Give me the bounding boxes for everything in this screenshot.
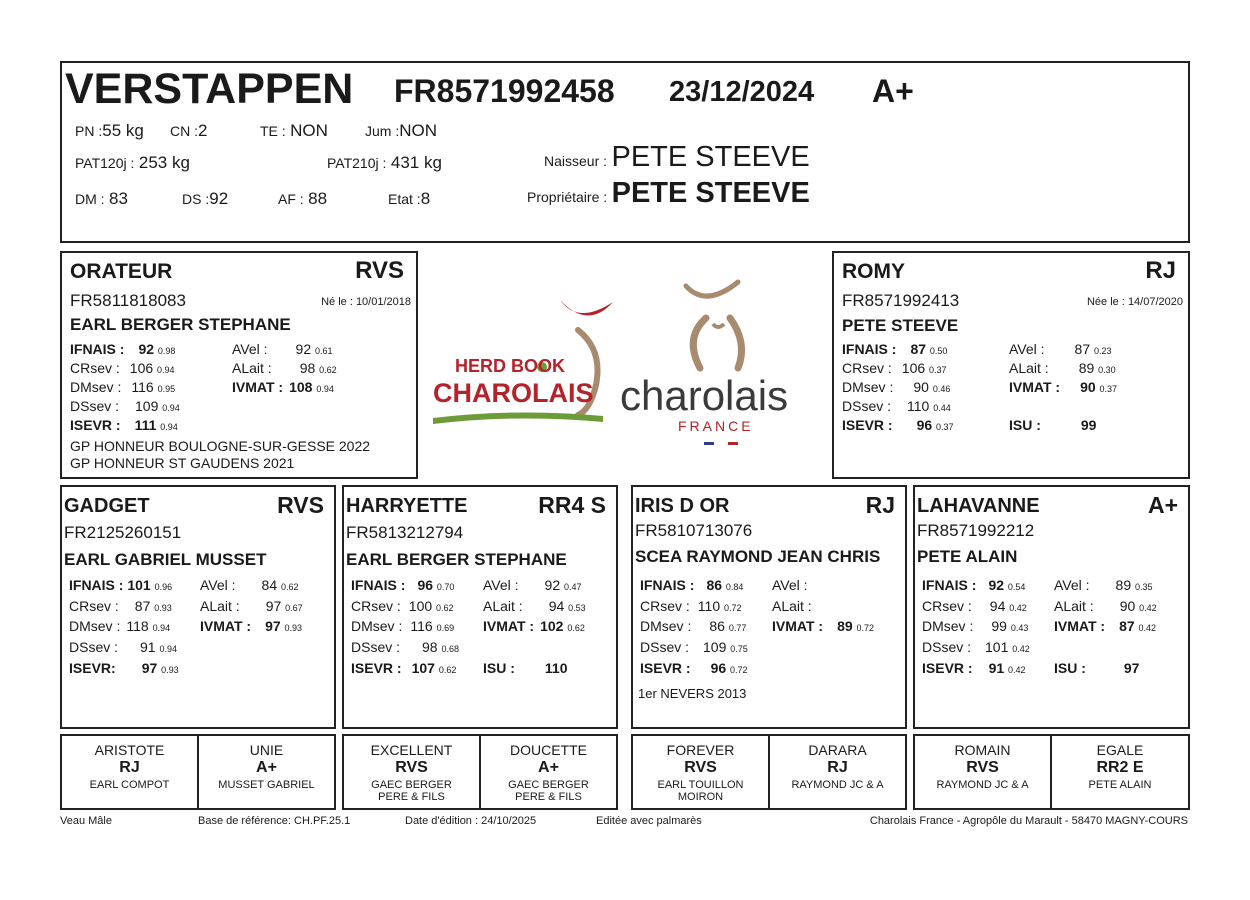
gp-crsev: CRsev : 110 0.72 [640,598,742,614]
gp-ifnais: IFNAIS : 92 0.54 [922,577,1026,593]
animal-header [60,61,1190,243]
ggp-cell: UNIE A+ MUSSET GABRIEL [218,742,315,791]
gp-name: HARRYETTE [346,495,468,517]
grandparent-card-harryette [342,485,618,729]
sire-ifnais: IFNAIS : 92 0.98 [70,341,176,357]
gp-dmsev: DMsev : 116 0.69 [351,618,455,634]
gp-dssev: DSsev : 101 0.42 [922,639,1030,655]
dam-dssev: DSsev : 110 0.44 [842,398,951,414]
dam-card [832,251,1190,479]
ggp-cell: DOUCETTE A+ GAEC BERGER PERE & FILS [508,742,589,803]
dam-isu: ISU : 99 [1009,417,1097,433]
ggp-pair-3 [631,734,907,810]
cn-field: CN :2 [170,121,208,140]
dam-dmsev: DMsev : 90 0.46 [842,379,951,395]
dam-alait: ALait : 89 0.30 [1009,360,1116,376]
gp-ifnais: IFNAIS : 101 0.96 [69,577,173,593]
animal-name: VERSTAPPEN [65,65,354,113]
dam-avel: AVel : 87 0.23 [1009,341,1112,357]
grandparent-card-iris-d-or [631,485,907,729]
gp-isevr: ISEVR : 96 0.72 [640,660,748,676]
gp-breeder: EARL BERGER STEPHANE [346,550,567,569]
gp-ifnais: IFNAIS : 96 0.70 [351,577,455,593]
dm-field: DM : 83 [75,189,128,208]
gp-ivmat: IVMAT : 87 0.42 [1054,618,1157,634]
gp-ivmat: IVMAT : 89 0.72 [772,618,875,634]
gp-class: RR4 S [538,492,606,518]
footer-edition-date: Date d'édition : 24/10/2025 [405,815,537,827]
gp-alait: ALait : 94 0.53 [483,598,586,614]
pat120-field: PAT120j : 253 kg [75,153,190,172]
dam-name: ROMY [842,260,905,283]
gp-isevr: ISEVR : 91 0.42 [922,660,1026,676]
gp-alait: ALait : 97 0.67 [200,598,303,614]
footer-base: Base de référence: CH.PF.25.1 [198,815,351,827]
gp-dssev: DSsev : 109 0.75 [640,639,748,655]
grandparent-card-lahavanne [913,485,1190,729]
sire-isevr: ISEVR : 111 0.94 [70,417,178,433]
gp-avel: AVel : 89 0.35 [1054,577,1153,593]
gp-isevr: ISEVR: 97 0.93 [69,660,179,676]
gp-class: A+ [1147,492,1178,518]
gp-avel: AVel : [772,577,808,593]
dam-id: FR8571992413 [842,291,960,310]
dam-born: Née le : 14/07/2020 [1086,296,1183,308]
gp-class: RJ [865,492,895,518]
ggp-pair-2 [342,734,618,810]
gp-avel: AVel : 92 0.47 [483,577,582,593]
sire-breeder: EARL BERGER STEPHANE [70,315,291,334]
dam-isevr: ISEVR : 96 0.37 [842,417,954,433]
ggp-pair-1 [60,734,336,810]
ggp-cell: ROMAIN RVS RAYMOND JC & A [915,736,1052,808]
pn-field: PN :55 kg [75,121,144,140]
ggp-pair-4 [913,734,1190,810]
gp-note: 1er NEVERS 2013 [638,686,747,701]
gp-ivmat: IVMAT : 102 0.62 [483,618,585,634]
gp-crsev: CRsev : 94 0.42 [922,598,1027,614]
sire-name: ORATEUR [70,260,173,283]
gp-alait: ALait : [772,598,812,614]
gp-breeder: PETE ALAIN [917,547,1018,566]
gp-id: FR8571992212 [917,521,1035,540]
sire-crsev: CRsev : 106 0.94 [70,360,175,376]
sire-award-2: GP HONNEUR ST GAUDENS 2021 [70,455,295,471]
sire-dmsev: DMsev : 116 0.95 [70,379,176,395]
sire-born: Né le : 10/01/2018 [321,296,411,308]
sire-dssev: DSsev : 109 0.94 [70,398,180,414]
herd-book-text: HERD BOOK [455,356,566,376]
gp-isu: ISU : 97 [1054,660,1140,676]
sire-id: FR5811818083 [70,291,186,310]
gp-breeder: EARL GABRIEL MUSSET [64,550,267,569]
gp-name: GADGET [64,495,150,517]
gp-id: FR2125260151 [64,523,182,542]
footer-palmares: Editée avec palmarès [596,815,702,827]
charolais-text: charolais [620,372,789,419]
gp-dmsev: DMsev : 86 0.77 [640,618,747,634]
gp-ivmat: IVMAT : 97 0.93 [200,618,303,634]
footer-address: Charolais France - Agropôle du Marault - 58470 MAGNY-COURS [869,815,1188,827]
footer-sex: Veau Mâle [60,815,112,827]
gp-class: RVS [277,492,324,518]
herd-book-logo [428,290,618,430]
ggp-cell: EGALE RR2 E PETE ALAIN [1088,742,1152,791]
dam-ifnais: IFNAIS : 87 0.50 [842,341,948,357]
gp-alait: ALait : 90 0.42 [1054,598,1157,614]
gp-dssev: DSsev : 98 0.68 [351,639,460,655]
gp-breeder: SCEA RAYMOND JEAN CHRIS [635,547,881,566]
gp-id: FR5810713076 [635,521,753,540]
gp-crsev: CRsev : 100 0.62 [351,598,454,614]
jum-field: Jum :NON [365,121,438,140]
dam-breeder: PETE STEEVE [842,316,959,335]
ggp-cell: ARISTOTE RJ EARL COMPOT [62,736,199,808]
gp-isu: ISU : 110 [483,660,568,676]
gp-dssev: DSsev : 91 0.94 [69,639,178,655]
dam-ivmat: IVMAT : 90 0.37 [1009,379,1118,395]
etat-field: Etat :8 [388,189,431,208]
gp-isevr: ISEVR : 107 0.62 [351,660,457,676]
sire-alait: ALait : 98 0.62 [232,360,337,376]
sire-ivmat: IVMAT : 108 0.94 [232,379,334,395]
sire-award-1: GP HONNEUR BOULOGNE-SUR-GESSE 2022 [70,438,371,454]
gp-name: IRIS D OR [635,495,730,517]
naisseur-field: Naisseur : PETE STEEVE [544,141,810,173]
ggp-cell: FOREVER RVS EARL TOUILLON MOIRON [633,736,770,808]
dam-class: RJ [1145,257,1176,284]
gp-crsev: CRsev : 87 0.93 [69,598,172,614]
sire-avel: AVel : 92 0.61 [232,341,333,357]
france-text: FRANCE [678,418,754,434]
sire-card [60,251,418,479]
birth-date: 23/12/2024 [669,76,815,108]
charolais-france-logo [618,278,828,453]
sire-class: RVS [355,257,404,284]
ggp-cell: EXCELLENT RVS GAEC BERGER PERE & FILS [344,736,481,808]
animal-class: A+ [872,73,914,109]
af-field: AF : 88 [278,189,328,208]
proprietaire-field: Propriétaire : PETE STEEVE [527,177,810,209]
gp-ifnais: IFNAIS : 86 0.84 [640,577,744,593]
gp-dmsev: DMsev : 99 0.43 [922,618,1029,634]
te-field: TE : NON [260,121,328,140]
animal-id: FR8571992458 [394,73,615,109]
herd-book-charolais-text: CHAROLAIS [433,378,594,408]
ggp-cell: DARARA RJ RAYMOND JC & A [791,742,884,791]
gp-id: FR5813212794 [346,523,464,542]
dam-crsev: CRsev : 106 0.37 [842,360,947,376]
gp-dmsev: DMsev : 118 0.94 [69,618,171,634]
gp-name: LAHAVANNE [917,495,1040,517]
grandparent-card-gadget [60,485,336,729]
gp-avel: AVel : 84 0.62 [200,577,299,593]
pat210-field: PAT210j : 431 kg [327,153,442,172]
ds-field: DS :92 [182,189,229,208]
